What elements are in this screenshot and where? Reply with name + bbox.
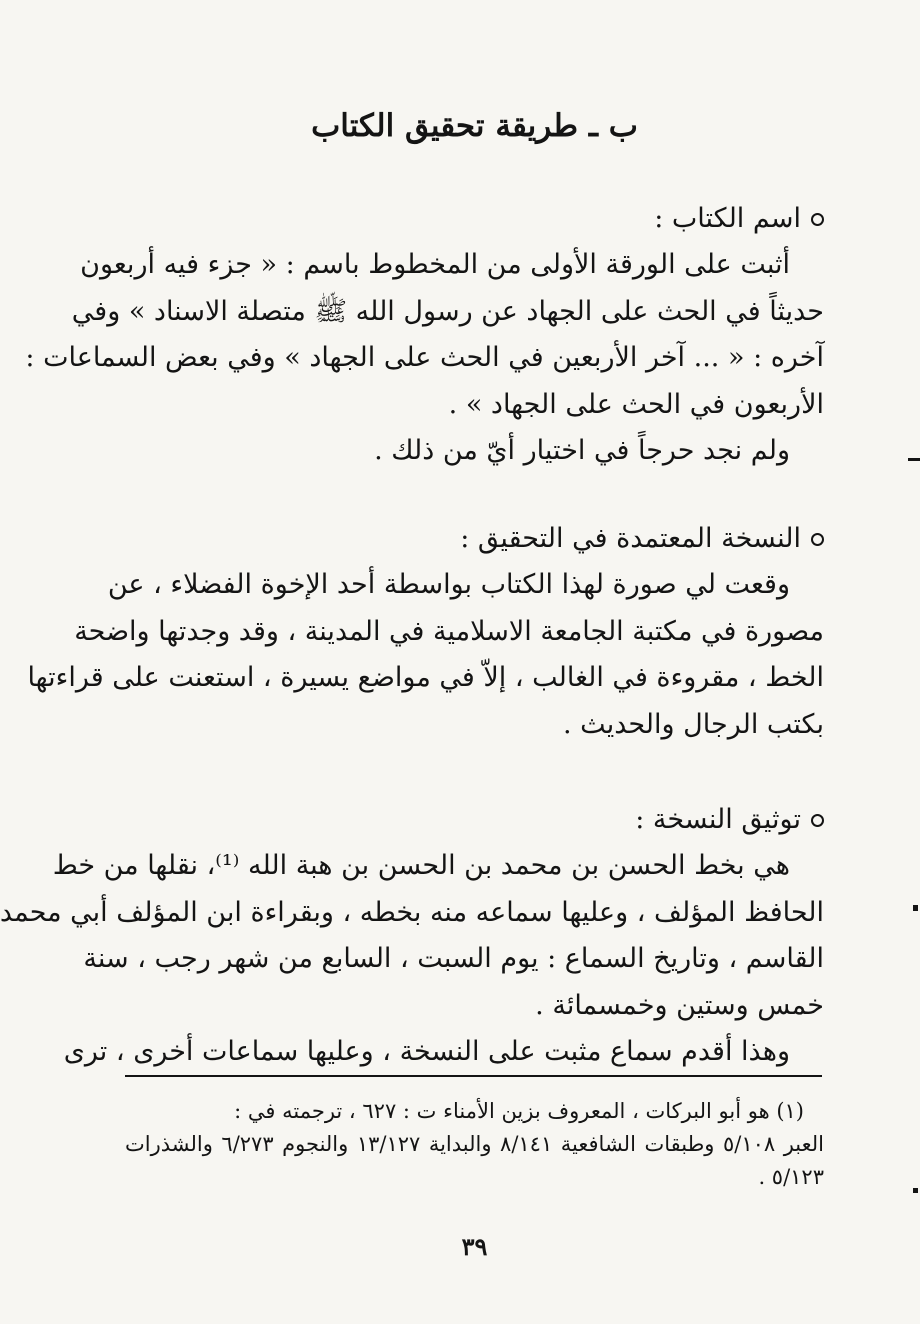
- section-title-text: اسم الكتاب :: [654, 203, 801, 234]
- paragraph-line: مصورة في مكتبة الجامعة الاسلامية في المدينة ، وقد وجدتها واضحة: [74, 615, 824, 647]
- circle-bullet-icon: [811, 814, 824, 827]
- paragraph-line: الحافظ المؤلف ، وعليها سماعه منه بخطه ، وبقراءة ابن المؤلف أبي محمد: [0, 896, 824, 928]
- section-title-text: توثيق النسخة :: [635, 804, 801, 835]
- scan-edge-mark: [913, 905, 918, 911]
- section-manuscript-documentation: [0, 797, 824, 1076]
- page-number: ٣٩: [461, 1232, 488, 1261]
- paragraph-line: وقعت لي صورة لهذا الكتاب بواسطة أحد الإخوة الفضلاء ، عن: [107, 569, 790, 600]
- section-adopted-manuscript: [27, 516, 824, 748]
- paragraph-line: آخره : « ... آخر الأربعين في الحث على الجهاد » وفي بعض السماعات :: [25, 342, 824, 373]
- page-heading: ب ـ طريقة تحقيق الكتاب: [311, 108, 638, 144]
- section-book-title: [25, 196, 824, 475]
- scan-edge-mark: [908, 458, 920, 461]
- scan-edge-mark: [913, 1188, 918, 1193]
- paragraph-line: هي بخط الحسن بن محمد بن الحسن بن هبة الله ⁽¹⁾، نقلها من خط: [52, 850, 790, 881]
- section-title: [121, 797, 824, 843]
- paragraph-line: ولم نجد حرجاً في اختيار أيّ من ذلك .: [374, 435, 790, 466]
- paragraph-line: خمس وستين وخمسمائة .: [535, 989, 824, 1021]
- circle-bullet-icon: [811, 213, 824, 226]
- footnote-line: العبر ٥/١٠٨ وطبقات الشافعية ٨/١٤١ والبداية ١٣/١٢٧ والنجوم ٦/٢٧٣ والشذرات: [125, 1132, 824, 1156]
- paragraph-line: الأربعون في الحث على الجهاد » .: [448, 388, 824, 420]
- paragraph-line: القاسم ، وتاريخ السماع : يوم السبت ، السابع من شهر رجب ، سنة: [83, 943, 824, 974]
- paragraph-line: حديثاً في الحث على الجهاد عن رسول الله ﷺ متصلة الاسناد » وفي: [71, 295, 824, 327]
- footnotes: [125, 1095, 824, 1194]
- footnote-divider: [125, 1075, 822, 1077]
- section-title: [121, 516, 824, 562]
- section-title: [121, 196, 824, 242]
- paragraph-line: بكتب الرجال والحديث .: [563, 708, 824, 740]
- paragraph-line: أثبت على الورقة الأولى من المخطوط باسم : « جزء فيه أربعون: [80, 249, 790, 280]
- section-title-text: النسخة المعتمدة في التحقيق :: [460, 523, 801, 554]
- footnote-line: (١) هو أبو البركات ، المعروف بزين الأمناء ت : ٦٢٧ ، ترجمته في :: [234, 1099, 804, 1123]
- circle-bullet-icon: [811, 533, 824, 546]
- paragraph-line: الخط ، مقروءة في الغالب ، إلاّ في مواضع يسيرة ، استعنت على قراءتها: [27, 662, 824, 693]
- paragraph-line: وهذا أقدم سماع مثبت على النسخة ، وعليها سماعات أخرى ، ترى: [63, 1036, 790, 1067]
- footnote-line: ٥/١٢٣ .: [758, 1165, 824, 1189]
